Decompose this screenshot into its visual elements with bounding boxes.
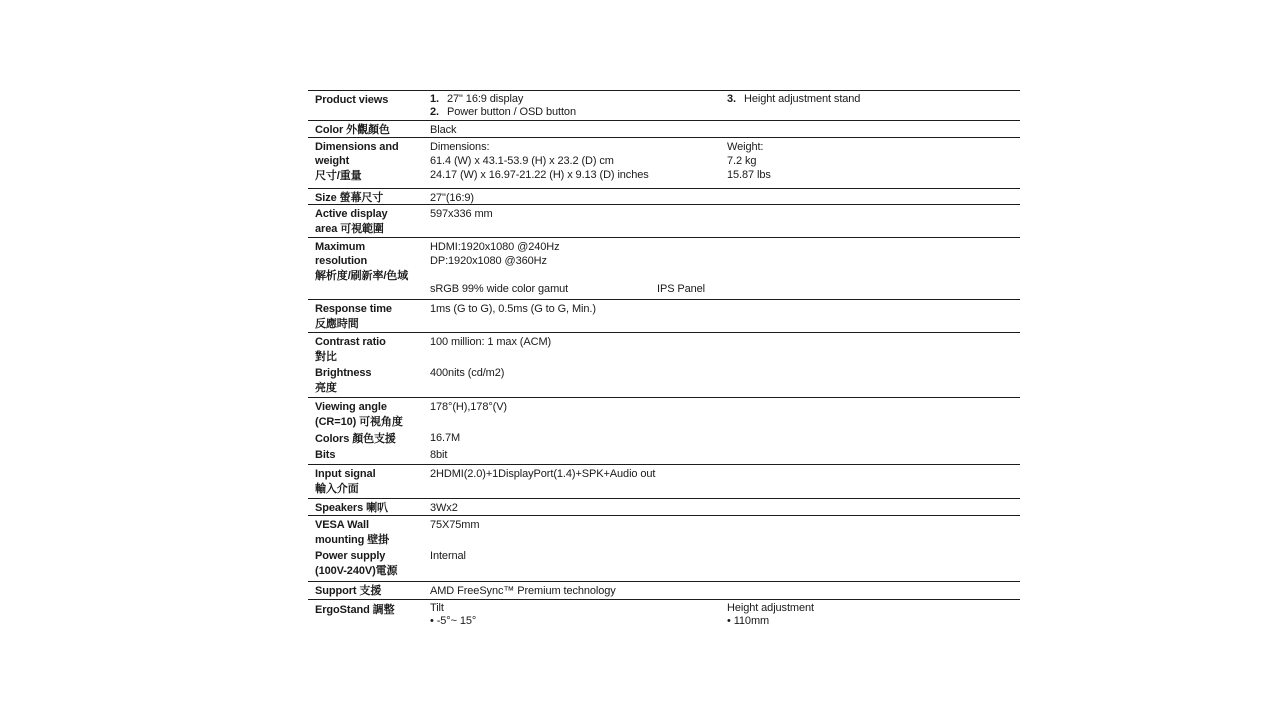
- speakers-value: 3Wx2: [430, 502, 458, 514]
- max-res-label-line3: 解析度/刷新率/色域: [315, 270, 409, 282]
- section-ergostand: [308, 599, 1020, 632]
- active-area-label-line2: area 可視範圍: [315, 223, 384, 235]
- list-text: Power button / OSD button: [447, 106, 576, 118]
- height-adjustment-block: [727, 602, 1020, 628]
- product-views-label: Product views: [315, 94, 389, 106]
- weight-kg: 7.2 kg: [727, 155, 757, 167]
- power-supply-label-line1: Power supply: [315, 550, 386, 562]
- dimensions-label: [308, 140, 430, 184]
- section-speakers: [308, 498, 1020, 515]
- dimensions-title: Dimensions:: [430, 141, 490, 153]
- dimensions-label-line2: weight: [315, 155, 350, 167]
- monitor-spec-table: [308, 90, 1020, 632]
- input-signal-label-line1: Input signal: [315, 468, 376, 480]
- active-area-value: 597x336 mm: [430, 208, 493, 220]
- viewing-angle-label-line1: Viewing angle: [315, 401, 387, 413]
- list-item: [430, 106, 727, 119]
- panel-type-value: IPS Panel: [657, 283, 706, 295]
- power-supply-label-line2: (100V-240V)電源: [315, 565, 398, 577]
- weight-values: [727, 140, 1020, 182]
- dimensions-label-line1: Dimensions and: [315, 141, 399, 153]
- dimensions-values: [430, 140, 727, 182]
- tilt-block: [430, 602, 727, 628]
- list-number: 3.: [727, 93, 736, 105]
- ergostand-label: ErgoStand 調整: [315, 604, 395, 616]
- color-label: Color 外觀顏色: [315, 124, 390, 136]
- vesa-row: [308, 518, 1020, 549]
- section-active-display-area: [308, 204, 1020, 237]
- section-size: [308, 188, 1020, 204]
- section-response-time: [308, 299, 1020, 332]
- input-signal-label: [308, 467, 430, 497]
- bits-value: 8bit: [430, 449, 448, 461]
- power-supply-value: Internal: [430, 550, 466, 562]
- list-item: [727, 93, 1020, 106]
- list-number: 1.: [430, 93, 439, 105]
- vesa-value: 75X75mm: [430, 519, 480, 531]
- vesa-label-line2: mounting 壁掛: [315, 534, 390, 546]
- section-contrast-brightness: [308, 332, 1020, 397]
- section-product-views: [308, 90, 1020, 120]
- response-time-value: 1ms (G to G), 0.5ms (G to G, Min.): [430, 303, 596, 315]
- max-res-label: [308, 240, 430, 284]
- section-input-signal: [308, 464, 1020, 498]
- input-signal-label-line2: 輸入介面: [315, 483, 359, 495]
- active-area-label: [308, 207, 430, 237]
- section-support: [308, 581, 1020, 599]
- max-res-dp: DP:1920x1080 @360Hz: [430, 255, 547, 267]
- size-value: 27"(16:9): [430, 192, 474, 204]
- list-text: 27" 16:9 display: [447, 93, 524, 105]
- brightness-label-line2: 亮度: [315, 382, 337, 394]
- max-res-label-line1: Maximum: [315, 241, 366, 253]
- colors-row: [308, 431, 1020, 448]
- colors-value: 16.7M: [430, 432, 461, 444]
- list-text: Height adjustment stand: [744, 93, 861, 105]
- max-res-label-line2: resolution: [315, 255, 368, 267]
- dimensions-inches: 24.17 (W) x 16.97-21.22 (H) x 9.13 (D) inches: [430, 169, 649, 181]
- response-time-label-line1: Response time: [315, 303, 392, 315]
- max-res-hdmi: HDMI:1920x1080 @240Hz: [430, 241, 560, 253]
- contrast-label-line1: Contrast ratio: [315, 336, 386, 348]
- brightness-value: 400nits (cd/m2): [430, 367, 505, 379]
- contrast-row: [308, 335, 1020, 366]
- list-number: 2.: [430, 106, 439, 118]
- height-adjustment-title: Height adjustment: [727, 602, 814, 614]
- size-label: Size 螢幕尺寸: [315, 192, 384, 204]
- height-adjustment-value: • 110mm: [727, 615, 770, 627]
- section-color: [308, 120, 1020, 137]
- weight-title: Weight:: [727, 141, 764, 153]
- product-views-list-col2: [727, 93, 1020, 106]
- viewing-angle-label-line2: (CR=10) 可視角度: [315, 416, 403, 428]
- section-maximum-resolution: [308, 237, 1020, 299]
- section-viewing-colors-bits: [308, 397, 1020, 464]
- response-time-label-line2: 反應時間: [315, 318, 359, 330]
- product-views-list: [430, 93, 727, 119]
- max-res-values: [430, 240, 727, 268]
- viewing-angle-value: 178°(H),178°(V): [430, 401, 507, 413]
- support-label: Support 支援: [315, 585, 382, 597]
- colors-label: Colors 顏色支援: [315, 433, 396, 445]
- brightness-label-line1: Brightness: [315, 367, 372, 379]
- active-area-label-line1: Active display: [315, 208, 388, 220]
- power-supply-row: [308, 549, 1020, 580]
- input-signal-value: 2HDMI(2.0)+1DisplayPort(1.4)+SPK+Audio out: [430, 468, 656, 480]
- contrast-value: 100 million: 1 max (ACM): [430, 336, 552, 348]
- section-vesa-power: [308, 515, 1020, 581]
- weight-lbs: 15.87 lbs: [727, 169, 771, 181]
- speakers-label: Speakers 喇叭: [315, 502, 388, 514]
- support-value: AMD FreeSync™ Premium technology: [430, 585, 616, 597]
- color-value: Black: [430, 124, 457, 136]
- list-item: [430, 93, 727, 106]
- brightness-row: [308, 366, 1020, 397]
- bits-row: [308, 448, 1020, 464]
- tilt-title: Tilt: [430, 602, 444, 614]
- color-gamut-value: sRGB 99% wide color gamut: [430, 283, 569, 295]
- dimensions-label-line3: 尺寸/重量: [315, 170, 362, 182]
- dimensions-cm: 61.4 (W) x 43.1-53.9 (H) x 23.2 (D) cm: [430, 155, 614, 167]
- contrast-label-line2: 對比: [315, 351, 337, 363]
- section-dimensions-weight: [308, 137, 1020, 188]
- vesa-label-line1: VESA Wall: [315, 519, 369, 531]
- viewing-angle-row: [308, 400, 1020, 431]
- bits-label: Bits: [315, 449, 336, 461]
- response-time-label: [308, 302, 430, 332]
- tilt-value: • -5°~ 15°: [430, 615, 477, 627]
